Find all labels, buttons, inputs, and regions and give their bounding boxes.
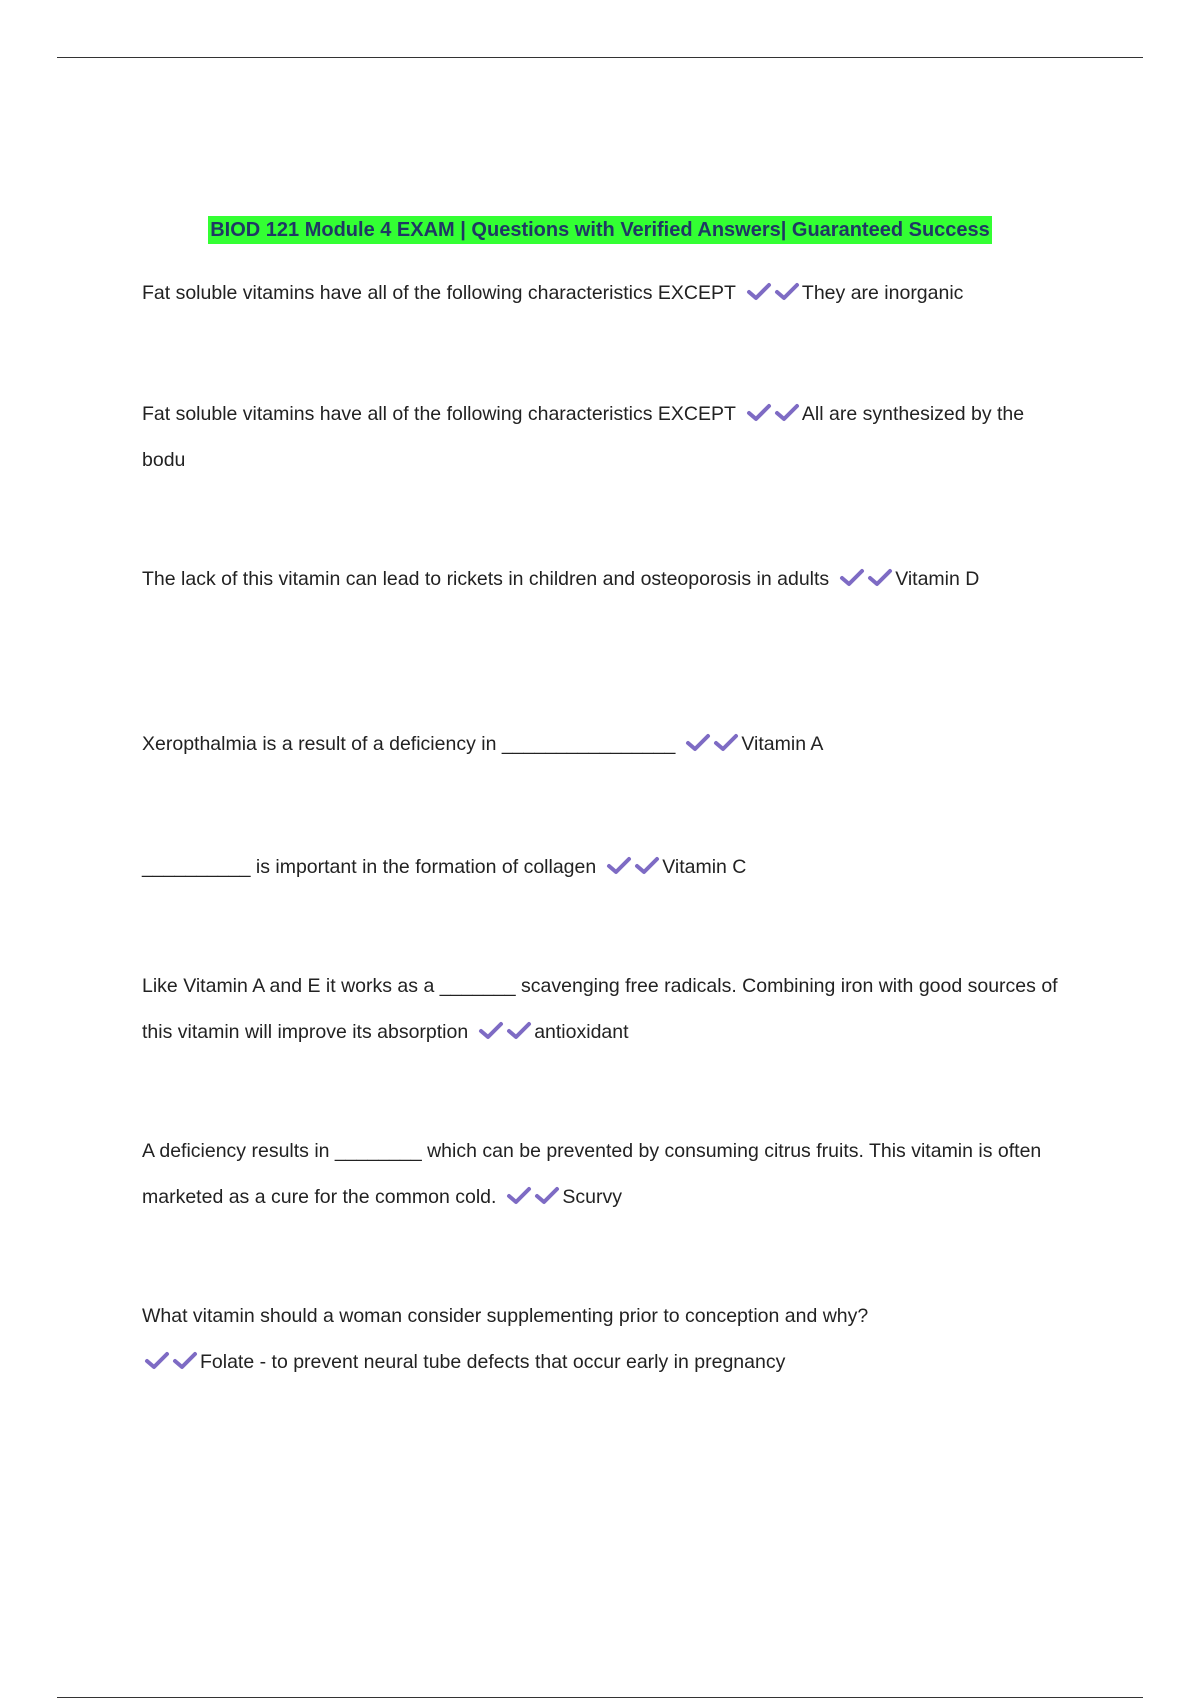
qa-item-7 xyxy=(142,1128,1062,1220)
question-text: Xeropthalmia is a result of a deficiency in ________________ xyxy=(142,733,676,755)
qa-item-4 xyxy=(142,721,1062,767)
check-icon xyxy=(606,856,632,876)
question-text: Fat soluble vitamins have all of the following characteristics EXCEPT xyxy=(142,282,736,304)
question-text: A deficiency results in ________ which can be prevented by consuming citrus fruits. This vitamin is often marketed as a cure for the common cold. xyxy=(142,1140,1042,1208)
title-container xyxy=(0,216,1200,244)
qa-item-1 xyxy=(142,270,1062,316)
check-icon xyxy=(867,568,893,588)
check-icon xyxy=(144,1351,170,1371)
answer-text: Vitamin A xyxy=(741,733,824,755)
question-text: __________ is important in the formation of collagen xyxy=(142,856,597,878)
answer-text: antioxidant xyxy=(534,1021,629,1043)
check-icon xyxy=(534,1186,560,1206)
check-icon xyxy=(506,1186,532,1206)
check-icon xyxy=(634,856,660,876)
check-icon xyxy=(172,1351,198,1371)
qa-item-3 xyxy=(142,556,1062,602)
qa-item-2 xyxy=(142,391,1062,483)
bottom-divider xyxy=(57,1697,1143,1698)
question-text: The lack of this vitamin can lead to rickets in children and osteoporosis in adults xyxy=(142,568,830,590)
answer-text: Vitamin D xyxy=(895,568,980,590)
check-icon xyxy=(774,282,800,302)
top-divider xyxy=(57,57,1143,58)
document-title: BIOD 121 Module 4 EXAM | Questions with Verified Answers| Guaranteed Success xyxy=(208,216,992,244)
check-icon xyxy=(685,733,711,753)
question-text: Like Vitamin A and E it works as a _______ scavenging free radicals. Combining iron with good sources of this vitamin will improve its absorption xyxy=(142,975,1058,1043)
answer-text: Vitamin C xyxy=(662,856,747,878)
check-icon xyxy=(506,1021,532,1041)
answer-text: Scurvy xyxy=(562,1186,623,1208)
question-text: What vitamin should a woman consider supplementing prior to conception and why? xyxy=(142,1305,869,1327)
qa-item-5 xyxy=(142,844,1062,890)
answer-text: All are synthesized by the bodu xyxy=(142,403,1025,471)
check-icon xyxy=(713,733,739,753)
check-icon xyxy=(774,403,800,423)
qa-item-6 xyxy=(142,963,1062,1055)
answer-text: Folate - to prevent neural tube defects that occur early in pregnancy xyxy=(200,1351,786,1373)
check-icon xyxy=(746,403,772,423)
check-icon xyxy=(746,282,772,302)
check-icon xyxy=(478,1021,504,1041)
answer-text: They are inorganic xyxy=(801,282,964,304)
qa-item-8 xyxy=(142,1293,1062,1385)
check-icon xyxy=(839,568,865,588)
question-text: Fat soluble vitamins have all of the following characteristics EXCEPT xyxy=(142,403,736,425)
